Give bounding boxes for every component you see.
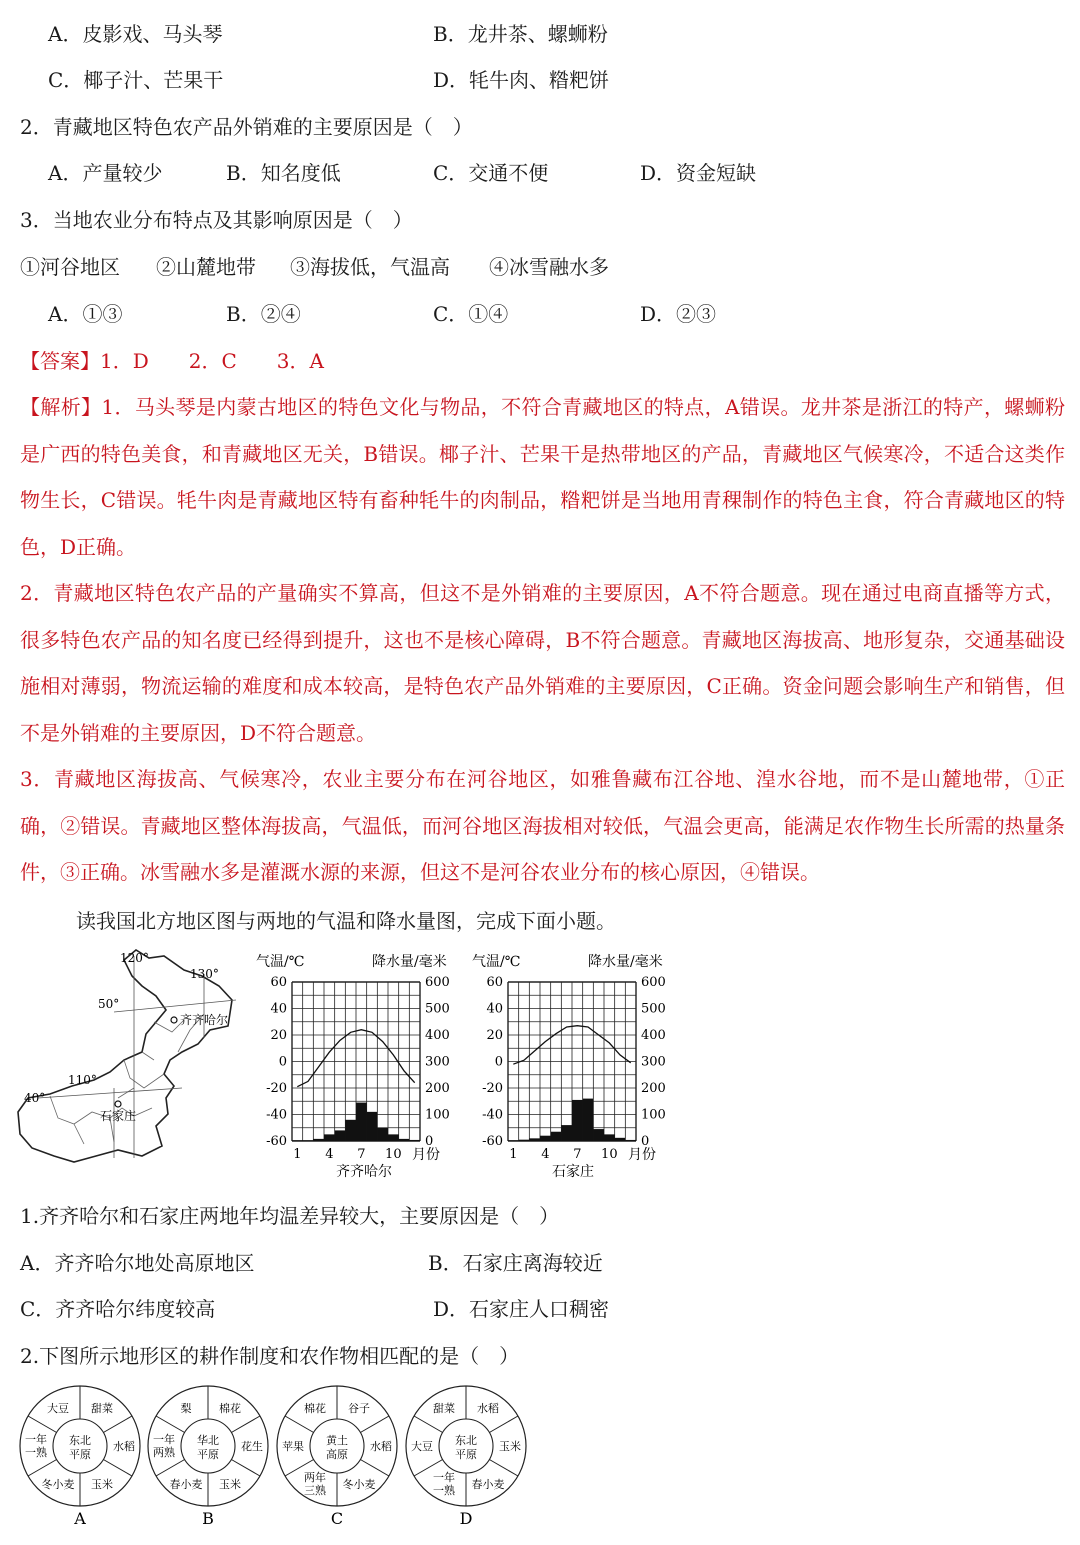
q3-option-b: B．②④	[226, 302, 301, 326]
farming-wheel-diagrams	[0, 1380, 560, 1530]
q1-option-b: B．龙井茶、螺蛳粉	[433, 22, 608, 46]
q2-option-d: D．资金短缺	[640, 161, 757, 185]
wheel-sector-label: 甜菜	[433, 1401, 455, 1415]
wheel-center-label: 东北	[69, 1434, 91, 1447]
precip-bar-month-2	[303, 1140, 314, 1141]
chart-tick-right: 300	[425, 1054, 450, 1070]
chart-tick-x: 10	[385, 1147, 402, 1162]
precip-bar-month-5	[551, 1132, 562, 1141]
next-q2-stem: 2.下图所示地形区的耕作制度和农作物相匹配的是（ ）	[20, 1344, 520, 1368]
wheel-center-label: 东北	[455, 1434, 477, 1447]
next-q1-option-a: A．齐齐哈尔地处高原地区	[20, 1251, 255, 1275]
chart-ylabel-right: 降水量/毫米	[372, 954, 447, 970]
chart-tick-left: -60	[482, 1134, 503, 1149]
chart-tick-left: 40	[486, 1001, 503, 1017]
chart-tick-x: 7	[357, 1147, 366, 1162]
chart-tick-x: 1	[293, 1147, 302, 1162]
chart-tick-right: 0	[641, 1134, 650, 1149]
precip-bar-month-8	[583, 1099, 594, 1141]
wheel-sector-label: 一年	[153, 1433, 175, 1446]
chart-tick-x: 4	[325, 1147, 334, 1162]
q3-item-3: ③海拔低，气温高	[290, 255, 450, 279]
wheel-center-label: 黄土	[326, 1434, 348, 1447]
wheel-center-label: 高原	[326, 1448, 348, 1461]
climate-chart-shijiazhuang	[468, 950, 686, 1182]
wheel-sector-label: 玉米	[499, 1440, 521, 1453]
wheel-sector-label: 一熟	[433, 1484, 455, 1498]
wheel-sector-label: 一熟	[25, 1446, 47, 1459]
precip-bar-month-1	[508, 1140, 519, 1141]
precip-bar-month-12	[625, 1140, 636, 1141]
wheel-center-label: 华北	[197, 1434, 219, 1447]
wheel-sector-label: 冬小麦	[342, 1478, 376, 1492]
wheel-option-label: A	[74, 1509, 86, 1528]
chart-tick-right: 400	[641, 1028, 666, 1043]
q2-option-b: B．知名度低	[226, 161, 341, 185]
chart-tick-right: 500	[641, 1001, 666, 1017]
precip-bar-month-2	[519, 1140, 530, 1141]
precip-bar-month-6	[345, 1120, 356, 1141]
q1-option-c: C．椰子汁、芒果干	[48, 68, 224, 92]
chart-tick-left: -60	[266, 1134, 287, 1149]
wheel-sector-label: 冬小麦	[41, 1478, 75, 1492]
chart-tick-right: 500	[425, 1001, 450, 1017]
wheel-sector-label: 三熟	[304, 1484, 326, 1498]
wheel-sector-label: 花生	[241, 1440, 263, 1453]
next-q1-option-c: C．齐齐哈尔纬度较高	[20, 1297, 216, 1321]
map-lon-130: 130°	[190, 967, 219, 981]
next-q1-option-b: B．石家庄离海较近	[428, 1251, 603, 1275]
wheel-sector-label: 谷子	[348, 1401, 370, 1415]
precip-bar-month-7	[356, 1103, 367, 1141]
precip-bar-month-4	[540, 1136, 551, 1141]
wheel-option-label: C	[330, 1509, 344, 1528]
wheel-sector-label: 一年	[25, 1433, 47, 1446]
wheel-sector-label: 春小麦	[169, 1478, 203, 1492]
map-city-qiqihar: 齐齐哈尔	[180, 1013, 229, 1027]
precip-bar-month-3	[313, 1139, 324, 1141]
q1-option-a: A．皮影戏、马头琴	[48, 22, 223, 46]
chart-tick-x: 1	[509, 1147, 518, 1162]
chart-tick-left: 20	[486, 1028, 503, 1043]
wheel-C	[277, 1386, 397, 1528]
chart-x-unit: 月份	[412, 1147, 440, 1163]
north-china-map	[14, 948, 242, 1166]
chart-tick-x: 10	[601, 1147, 618, 1162]
wheel-sector-label: 玉米	[219, 1478, 241, 1492]
q2-option-a: A．产量较少	[48, 161, 163, 185]
wheel-sector-label: 苹果	[282, 1440, 304, 1453]
chart-tick-right: 600	[425, 975, 450, 990]
answer-label: 【答案】	[20, 349, 100, 373]
wheel-sector-label: 大豆	[47, 1401, 69, 1415]
wheel-sector-label: 一年	[433, 1471, 455, 1485]
analysis-label: 【解析】	[20, 395, 102, 419]
q3-item-2: ②山麓地带	[156, 255, 256, 279]
analysis-para-1	[20, 384, 1065, 570]
chart-tick-x: 7	[573, 1147, 582, 1162]
chart-tick-right: 600	[641, 975, 666, 990]
map-lat-50: 50°	[98, 997, 120, 1011]
wheel-sector-label: 大豆	[411, 1440, 433, 1453]
wheel-sector-label: 春小麦	[471, 1478, 505, 1492]
chart-tick-left: 20	[270, 1028, 287, 1043]
wheel-sector-label: 甜菜	[91, 1401, 113, 1415]
next-q1-option-d: D．石家庄人口稠密	[433, 1297, 610, 1321]
wheel-option-label: D	[459, 1509, 473, 1528]
chart-tick-right: 200	[425, 1081, 450, 1096]
wheel-sector-label: 水稻	[113, 1440, 135, 1453]
precip-bar-month-10	[604, 1134, 615, 1141]
wheel-center-label: 平原	[197, 1448, 219, 1461]
wheel-D	[406, 1386, 526, 1528]
q3-stem: 3．当地农业分布特点及其影响原因是（ ）	[20, 208, 413, 232]
wheel-sector-label: 两年	[304, 1471, 326, 1485]
chart-tick-left: -40	[266, 1107, 287, 1123]
chart-title: 齐齐哈尔	[336, 1164, 392, 1180]
q2-stem: 2．青藏地区特色农产品外销难的主要原因是（ ）	[20, 115, 473, 139]
q3-option-a: A．①③	[48, 302, 123, 326]
answer-text: 1．D 2．C 3．A	[100, 349, 324, 373]
precip-bar-month-11	[615, 1138, 626, 1141]
chart-tick-right: 0	[425, 1134, 434, 1149]
city-marker-qiqihar	[171, 1017, 177, 1023]
map-lon-120: 120°	[120, 951, 149, 965]
wheel-A	[20, 1386, 140, 1528]
precip-bar-month-4	[324, 1134, 335, 1141]
q3-option-c: C．①④	[433, 302, 509, 326]
wheel-B	[148, 1386, 268, 1528]
answer-line	[20, 348, 324, 374]
chart-tick-left: -20	[266, 1081, 287, 1096]
wheels-svg	[0, 1380, 560, 1530]
precip-bar-month-9	[377, 1128, 388, 1141]
chart-tick-right: 100	[641, 1107, 666, 1123]
precip-bar-month-9	[593, 1129, 604, 1141]
precip-bar-month-1	[292, 1140, 303, 1141]
chart-title: 石家庄	[552, 1164, 594, 1180]
precip-bar-month-10	[388, 1134, 399, 1141]
wheel-center-label: 平原	[455, 1448, 477, 1461]
chart-tick-right: 200	[641, 1081, 666, 1096]
city-marker-shijiazhuang	[115, 1101, 121, 1107]
q2-option-c: C．交通不便	[433, 161, 549, 185]
wheel-sector-label: 两熟	[153, 1446, 175, 1459]
next-q1-stem: 1.齐齐哈尔和石家庄两地年均温差异较大，主要原因是（ ）	[20, 1204, 560, 1228]
q3-item-4: ④冰雪融水多	[489, 255, 609, 279]
precip-bar-month-12	[409, 1140, 420, 1141]
q3-option-d: D．②③	[640, 302, 717, 326]
precip-bar-month-11	[399, 1139, 410, 1141]
wheel-sector-label: 水稻	[477, 1401, 499, 1415]
climate-chart-qiqihar	[252, 950, 470, 1182]
wheel-sector-label: 棉花	[304, 1401, 326, 1415]
map-lon-110: 110°	[68, 1073, 97, 1087]
chart-tick-left: 40	[270, 1001, 287, 1017]
chart-ylabel-left: 气温/℃	[472, 954, 521, 970]
analysis-para-2: 2．青藏地区特色农产品的产量确实不算高，但这不是外销难的主要原因，A不符合题意。现在通过电商直播等方式，很多特色农产品的知名度已经得到提升，这也不是核心障碍，B不符合题意。青藏地区海拔高、地形复杂，交通基础设施相对薄弱，物流运输的难度和成本较高，是特色农产品外销难的主要原因，C正确。资金问题会影响生产和销售，但不是外销难的主要原因，D不符合题意。	[20, 581, 1065, 745]
q1-option-d: D．牦牛肉、糌粑饼	[433, 68, 610, 92]
analysis-para-3: 3．青藏地区海拔高、气候寒冷，农业主要分布在河谷地区，如雅鲁藏布江谷地、湟水谷地，而不是山麓地带，①正确，②错误。青藏地区整体海拔高，气温低，而河谷地区海拔相对较低，气温会更高，能满足农作物生长所需的热量条件，③正确。冰雪融水多是灌溉水源的来源，但这不是河谷农业分布的核心原因，④错误。	[20, 767, 1065, 884]
chart-tick-right: 400	[425, 1028, 450, 1043]
precip-bar-month-7	[572, 1100, 583, 1141]
analysis-text-1: 1．马头琴是内蒙古地区的特色文化与物品，不符合青藏地区的特点，A错误。龙井茶是浙江的特产，螺蛳粉是广西的特色美食，和青藏地区无关，B错误。椰子汁、芒果干是热带地区的产品，青藏地区气候寒冷，不适合这类作物生长，C错误。牦牛肉是青藏地区特有畜种牦牛的肉制品，糌粑饼是当地用青稞制作的特色主食，符合青藏地区的特色，D正确。	[20, 395, 1066, 559]
analysis-block	[20, 384, 1065, 896]
map-lat-40: 40°	[24, 1091, 46, 1105]
wheel-option-label: B	[202, 1509, 214, 1528]
precip-bar-month-6	[561, 1125, 572, 1141]
chart-x-unit: 月份	[628, 1147, 656, 1163]
chart-tick-left: 0	[278, 1054, 287, 1070]
chart-tick-left: -20	[482, 1081, 503, 1096]
chart-tick-x: 4	[541, 1147, 550, 1162]
wheel-sector-label: 水稻	[370, 1440, 392, 1453]
chart-ylabel-right: 降水量/毫米	[588, 954, 663, 970]
chart-tick-left: 0	[494, 1054, 503, 1070]
precip-bar-month-5	[335, 1130, 346, 1141]
intro-text: 读我国北方地区图与两地的气温和降水量图，完成下面小题。	[76, 909, 616, 933]
wheel-sector-label: 棉花	[219, 1401, 241, 1415]
q3-item-1: ①河谷地区	[20, 255, 120, 279]
precip-bar-month-3	[529, 1138, 540, 1141]
wheel-sector-label: 梨	[180, 1401, 192, 1415]
wheel-center-label: 平原	[69, 1448, 91, 1461]
precip-bar-month-8	[367, 1112, 378, 1141]
wheel-sector-label: 玉米	[91, 1478, 113, 1492]
chart-tick-left: -40	[482, 1107, 503, 1123]
chart-ylabel-left: 气温/℃	[256, 954, 305, 970]
map-city-shijiazhuang: 石家庄	[100, 1109, 137, 1123]
chart-tick-right: 300	[641, 1054, 666, 1070]
chart-tick-left: 60	[270, 975, 287, 990]
chart-tick-left: 60	[486, 975, 503, 990]
chart-tick-right: 100	[425, 1107, 450, 1123]
